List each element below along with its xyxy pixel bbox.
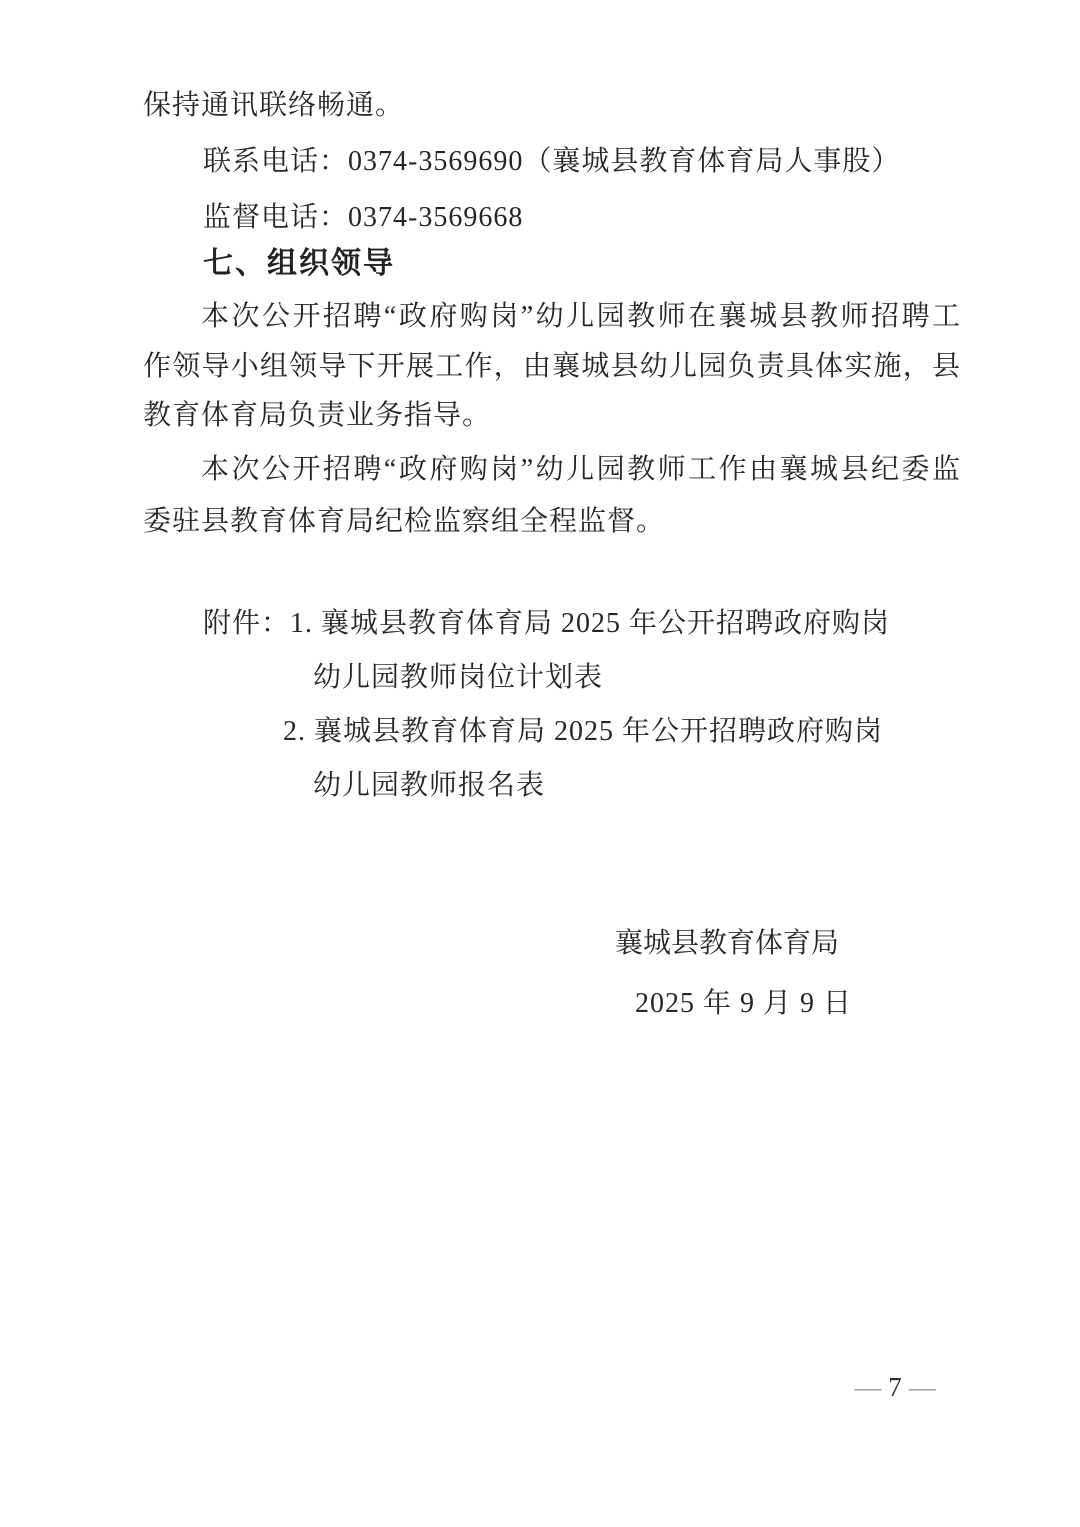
org-paragraph-line-2: 作领导小组领导下开展工作，由襄城县幼儿园负责具体实施，县 [143,351,960,382]
paragraph-continuation-line: 保持通讯联络畅通。 [143,90,405,121]
footer-right-dash: — [908,1372,936,1402]
page-number: 7 [888,1372,902,1402]
supervision-paragraph-line-1: 本次公开招聘“政府购岗”幼儿园教师工作由襄城县纪委监 [201,454,960,485]
issuer-signature: 襄城县教育体育局 [615,928,840,959]
org-paragraph-line-3: 教育体育局负责业务指导。 [143,400,492,431]
attachment-item-2-title-line-1: 2. 襄城县教育体育局 2025 年公开招聘政府购岗 [283,716,884,747]
supervision-phone-line: 监督电话：0374-3569668 [203,202,524,233]
org-paragraph-line-1: 本次公开招聘“政府购岗”幼儿园教师在襄城县教师招聘工 [201,301,960,332]
section-heading-organization-leadership: 七、组织领导 [203,247,395,280]
page-number-footer [828,1372,962,1403]
attachment-item-1-title-line-2: 幼儿园教师岗位计划表 [313,662,604,693]
contact-phone-line: 联系电话：0374-3569690（襄城县教育体育局人事股） [203,146,901,177]
supervision-paragraph-line-2: 委驻县教育体育局纪检监察组全程监督。 [143,506,666,537]
footer-left-dash: — [854,1372,882,1402]
attachment-item-1-title-line-1: 1. 襄城县教育体育局 2025 年公开招聘政府购岗 [290,608,891,639]
attachment-item-1-row [203,606,890,642]
attachments-label: 附件： [203,608,291,639]
attachment-item-2-title-line-2: 幼儿园教师报名表 [313,770,546,801]
issue-date: 2025 年 9 月 9 日 [635,988,853,1019]
